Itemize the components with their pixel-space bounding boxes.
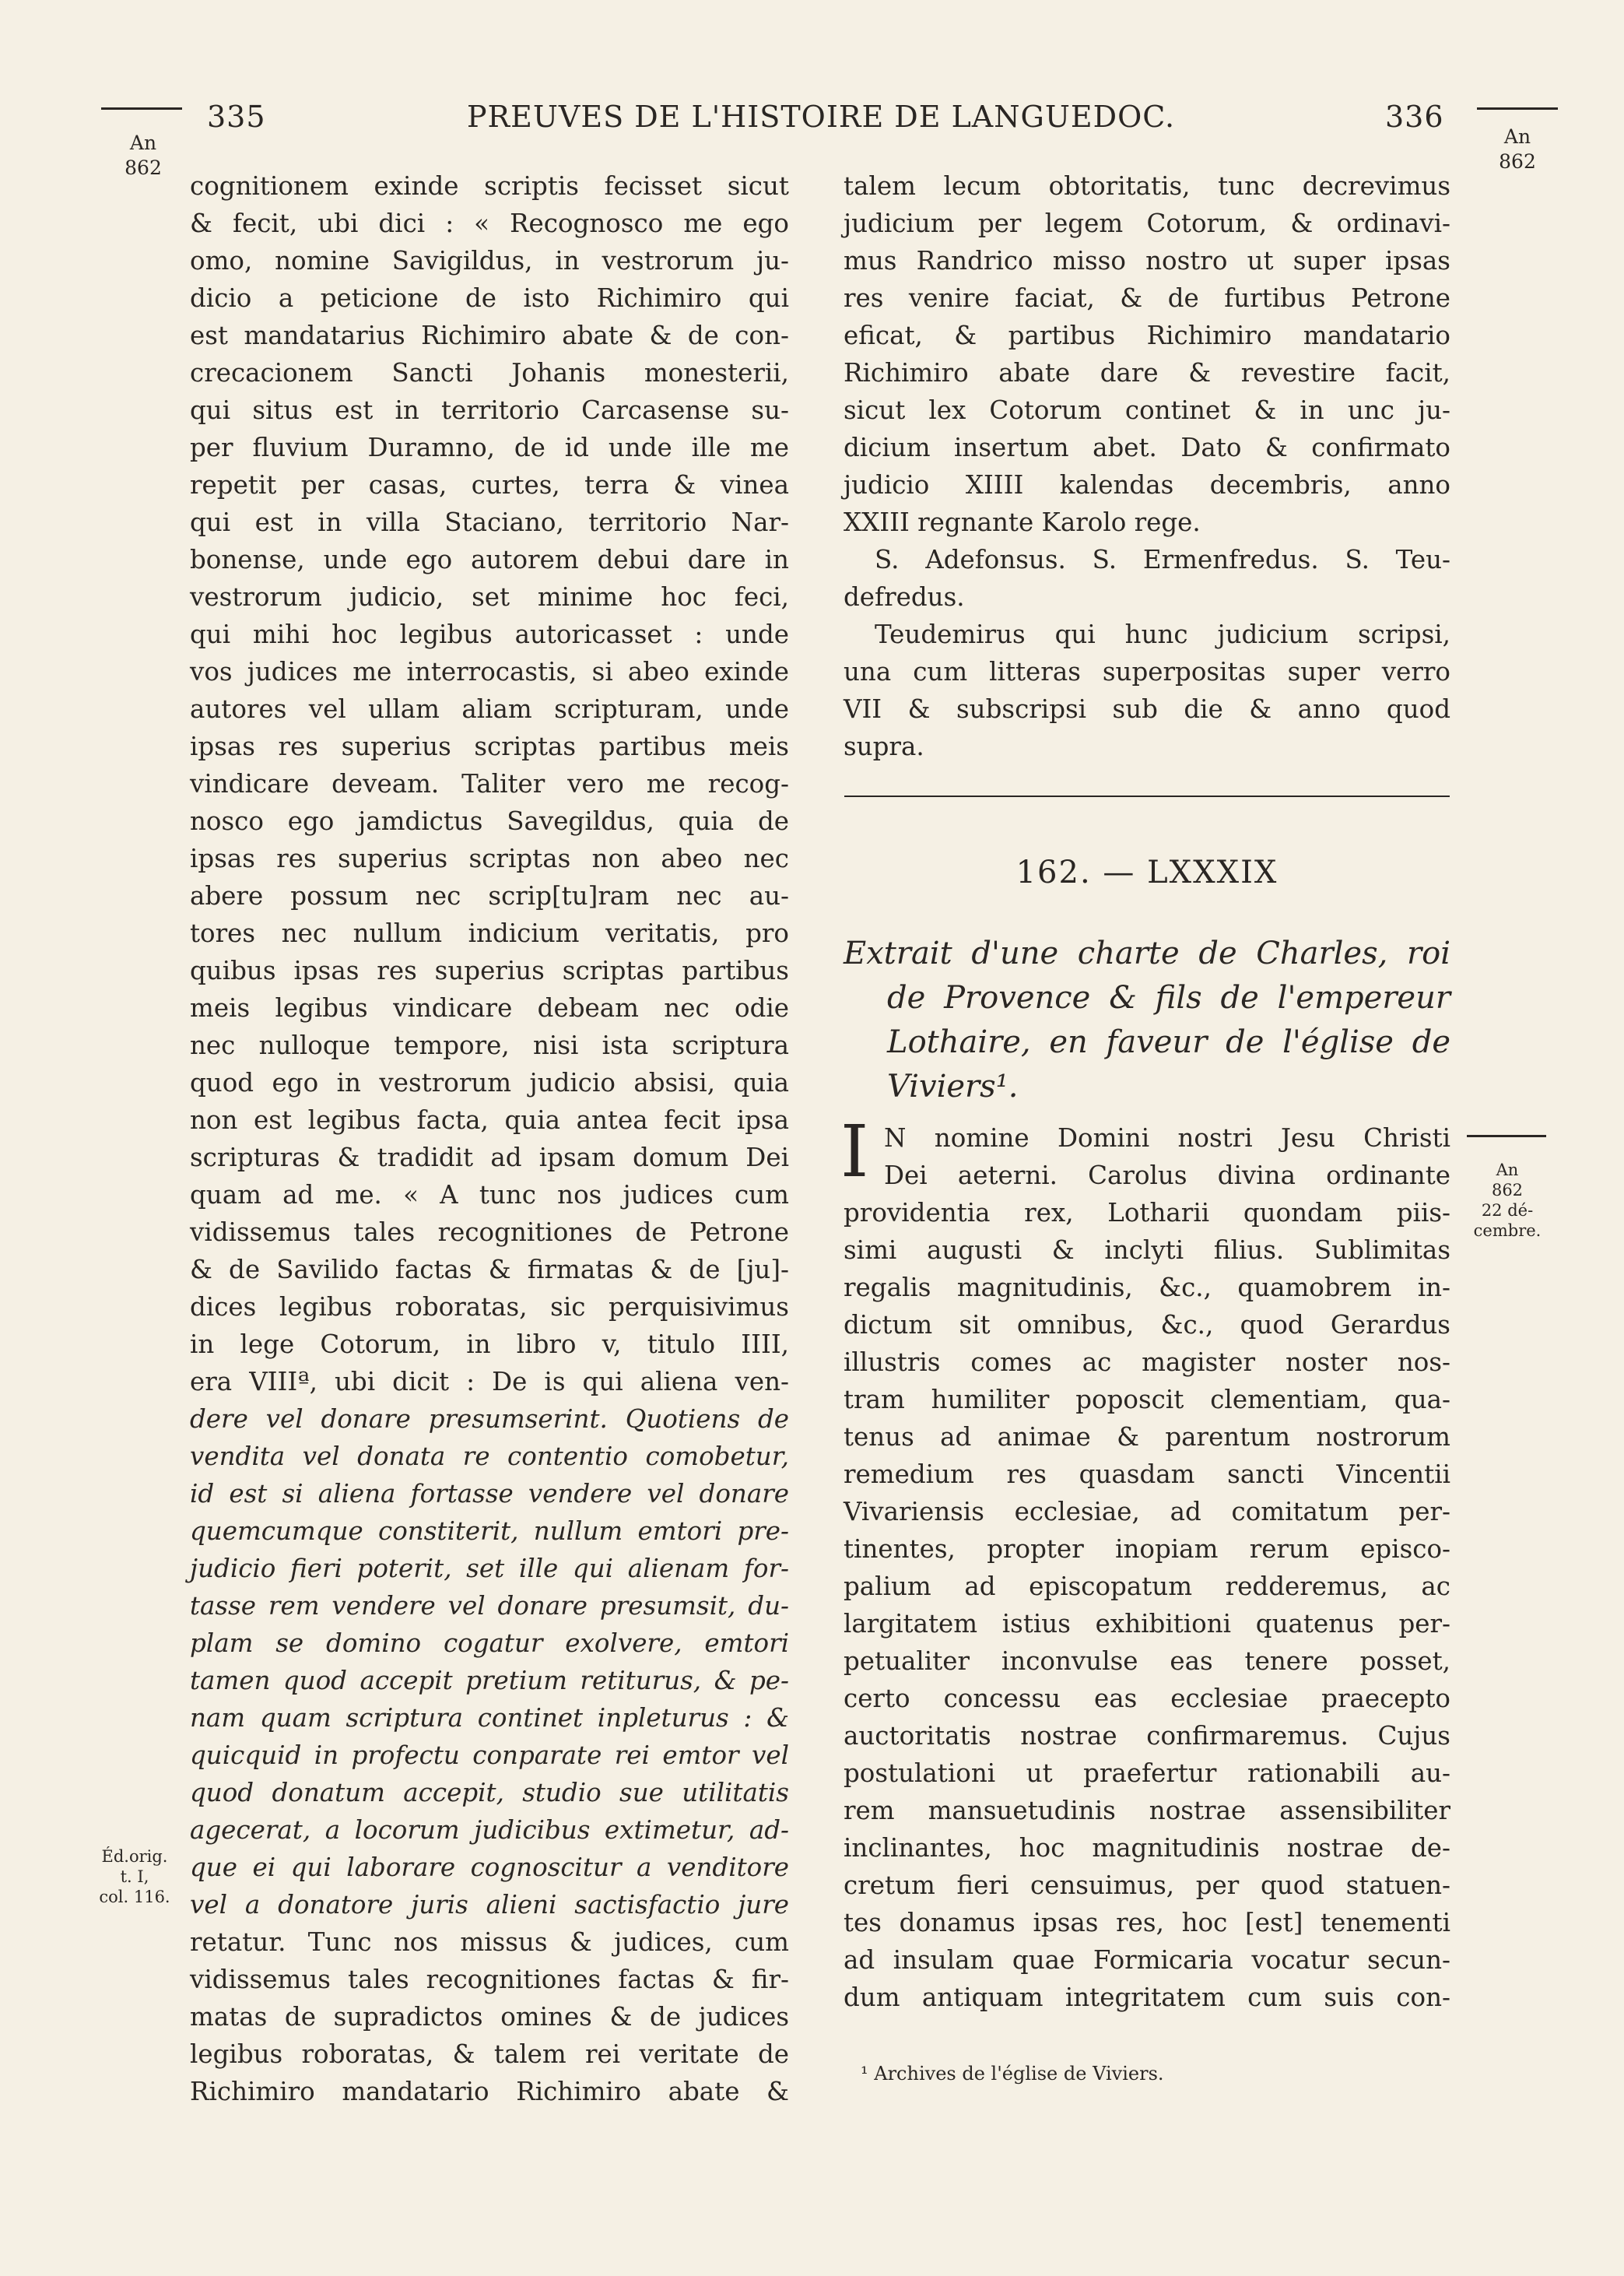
text-line: crecacionem Sancti Johanis monesterii, (190, 358, 789, 388)
text-line: postulationi ut praefertur rationabili au- (844, 1758, 1450, 1788)
header-rule-left (101, 107, 182, 110)
text-line: simi augusti & inclyti filius. Sublimitas (844, 1235, 1450, 1265)
left-column (190, 167, 789, 2110)
text-line: autores vel ullam aliam scripturam, unde (190, 694, 789, 724)
text-line: vendita vel donata re contentio comobetur, (190, 1442, 789, 1471)
text-line: agecerat, a locorum judicibus extimetur, ad- (190, 1815, 789, 1845)
text-line: retatur. Tunc nos missus & judices, cum (190, 1927, 789, 1957)
text-line: dicio a peticione de isto Richimiro qui (190, 283, 789, 313)
text-line: non est legibus facta, quia antea fecit ipsa (190, 1105, 789, 1135)
text-line: que ei qui laborare cognoscitur a venditore (190, 1853, 789, 1882)
text-line: Richimiro mandatario Richimiro abate & (190, 2077, 789, 2106)
text-line: quicquid in profectu conparate rei emtor vel (190, 1740, 789, 1770)
text-line: largitatem istius exhibitioni quatenus per- (844, 1609, 1450, 1639)
text-line: regalis magnitudinis, &c., quamobrem in- (844, 1273, 1450, 1302)
text-line: dum antiquam integritatem cum suis con- (844, 1983, 1450, 2012)
text-line: sicut lex Cotorum continet & in unc ju- (844, 395, 1450, 425)
text-line: cognitionem exinde scriptis fecisset sicut (190, 171, 789, 201)
document-number: 162. — LXXXIX (1015, 855, 1279, 890)
text-line: plam se domino cogatur exolvere, emtori (190, 1628, 789, 1658)
text-line: Vivariensis ecclesiae, ad comitatum per- (844, 1497, 1450, 1526)
text-line: providentia rex, Lotharii quondam piis- (844, 1198, 1450, 1228)
charter-text (844, 1119, 1450, 2016)
text-line: N nomine Domini nostri Jesu Christi (884, 1123, 1450, 1153)
drop-cap: I (840, 1110, 869, 1193)
scribe-line: una cum litteras superpositas super verro (844, 657, 1450, 687)
text-line: vindicare deveam. Taliter vero me recog- (190, 769, 789, 799)
text-line: per fluvium Duramno, de id unde ille me (190, 433, 789, 462)
text-line: dere vel donare presumserint. Quotiens de (190, 1404, 789, 1434)
text-line: bonense, unde ego autorem debui dare in (190, 545, 789, 574)
signature-line: S. Adefonsus. S. Ermenfredus. S. Teu- (875, 545, 1450, 574)
text-line: XXIII regnante Karolo rege. (844, 508, 1201, 537)
text-line: Richimiro abate dare & revestire facit, (844, 358, 1450, 388)
text-line: auctoritatis nostrae confirmaremus. Cujus (844, 1721, 1450, 1751)
section-divider (844, 796, 1450, 797)
scribe-line: supra. (844, 732, 924, 761)
text-line: quod donatum accepit, studio sue utilitatis (190, 1778, 789, 1807)
text-line: remedium res quasdam sancti Vincentii (844, 1459, 1450, 1489)
text-line: illustris comes ac magister noster nos- (844, 1347, 1450, 1377)
text-line: tasse rem vendere vel donare presumsit, du- (190, 1591, 789, 1621)
text-line: cretum fieri censuimus, per quod statuen- (844, 1870, 1450, 1900)
text-line: tores nec nullum indicium veritatis, pro (190, 918, 789, 948)
text-line: tram humiliter poposcit clementiam, qua- (844, 1385, 1450, 1414)
page-number-right: 336 (1385, 100, 1444, 134)
text-line: rem mansuetudinis nostrae assensibiliter (844, 1796, 1450, 1825)
text-line: in lege Cotorum, in libro v, titulo IIII, (190, 1329, 789, 1359)
text-line: est mandatarius Richimiro abate & de con- (190, 321, 789, 350)
text-line: ipsas res superius scriptas non abeo nec (190, 844, 789, 873)
text-line: quibus ipsas res superius scriptas partibus (190, 956, 789, 985)
text-line: tamen quod accepit pretium retiturus, & pe- (190, 1666, 789, 1695)
scribe-line: Teudemirus qui hunc judicium scripsi, (875, 620, 1450, 649)
text-line: mus Randrico misso nostro ut super ipsas (844, 246, 1450, 276)
text-line: quam ad me. « A tunc nos judices cum (190, 1180, 789, 1210)
text-line: talem lecum obtoritatis, tunc decrevimus (844, 171, 1450, 201)
text-line: omo, nomine Savigildus, in vestrorum ju- (190, 246, 789, 276)
text-line: ipsas res superius scriptas partibus meis (190, 732, 789, 761)
text-line: tinentes, propter inopiam rerum episco- (844, 1534, 1450, 1564)
running-title: PREUVES DE L'HISTOIRE DE LANGUEDOC. (466, 100, 1176, 134)
text-line: judicio XIIII kalendas decembris, anno (844, 470, 1450, 500)
page-number-left: 335 (207, 100, 266, 134)
text-line: nec nulloque tempore, nisi ista scriptura (190, 1031, 789, 1060)
text-line: quemcumque constiterit, nullum emtori pre- (190, 1516, 789, 1546)
scribe-line: VII & subscripsi sub die & anno quod (844, 694, 1450, 724)
text-line: tenus ad animae & parentum nostrorum (844, 1422, 1450, 1452)
text-line: vestrorum judicio, set minime hoc feci, (190, 582, 789, 612)
text-line: id est si aliena fortasse vendere vel donare (190, 1479, 789, 1509)
text-line: qui est in villa Staciano, territorio Nar- (190, 508, 789, 537)
text-line: certo concessu eas ecclesiae praecepto (844, 1684, 1450, 1713)
text-line: repetit per casas, curtes, terra & vinea (190, 470, 789, 500)
text-line: quod ego in vestrorum judicio absisi, quia (190, 1068, 789, 1098)
text-line: dicium insertum abet. Dato & confirmato (844, 433, 1450, 462)
text-line: Dei aeterni. Carolus divina ordinante (884, 1161, 1450, 1190)
margin-year-left: An 862 (125, 132, 162, 179)
text-line: abere possum nec scrip[tu]ram nec au- (190, 881, 789, 911)
footnote: ¹ Archives de l'église de Viviers. (861, 2063, 1164, 2085)
text-line: vidissemus tales recognitiones de Petrone (190, 1217, 789, 1247)
margin-ed-orig: Éd.orig. t. I, col. 116. (99, 1847, 170, 1906)
document-title: Extrait d'une charte de Charles, roi de Provence & fils de l'empereur Lothaire, en faveur de l'église de Viviers¹. (844, 936, 1450, 1105)
margin-year-right: An 862 (1499, 125, 1536, 173)
text-line: dices legibus roboratas, sic perquisivimus (190, 1292, 789, 1322)
text-line: vos judices me interrocastis, si abeo exinde (190, 657, 789, 687)
text-line: matas de supradictos omines & de judices (190, 2002, 789, 2032)
signature-line: defredus. (844, 582, 965, 612)
text-line: scripturas & tradidit ad ipsam domum Dei (190, 1143, 789, 1172)
text-line: res venire faciat, & de furtibus Petrone (844, 283, 1450, 313)
text-line: petualiter inconvulse eas tenere posset, (844, 1646, 1450, 1676)
text-line: nam quam scriptura continet inpleturus : & (190, 1703, 789, 1733)
text-line: qui mihi hoc legibus autoricasset : unde (190, 620, 789, 649)
text-line: vel a donatore juris alieni sactisfactio jure (190, 1890, 789, 1919)
text-line: ad insulam quae Formicaria vocatur secun- (844, 1945, 1450, 1975)
text-line: qui situs est in territorio Carcasense su- (190, 395, 789, 425)
text-line: meis legibus vindicare debeam nec odie (190, 993, 789, 1023)
text-line: legibus roboratas, & talem rei veritate de (190, 2039, 789, 2069)
text-line: palium ad episcopatum redderemus, ac (844, 1572, 1450, 1601)
margin-date-rule (1467, 1135, 1546, 1137)
text-line: dictum sit omnibus, &c., quod Gerardus (844, 1310, 1450, 1340)
text-line: & de Savilido factas & firmatas & de [ju]- (190, 1255, 789, 1284)
text-line: era VIIIª, ubi dicit : De is qui aliena ven- (190, 1367, 789, 1396)
text-line: tes donamus ipsas res, hoc [est] tenementi (844, 1908, 1450, 1937)
right-column-top (844, 167, 1450, 765)
header-rule-right (1477, 107, 1558, 110)
text-line: nosco ego jamdictus Savegildus, quia de (190, 806, 789, 836)
text-line: vidissemus tales recognitiones factas & fir- (190, 1965, 789, 1994)
text-line: & fecit, ubi dici : « Recognosco me ego (190, 209, 789, 238)
text-line: judicium per legem Cotorum, & ordinavi- (844, 209, 1450, 238)
text-line: judicio fieri poterit, set ille qui alienam for- (190, 1554, 789, 1583)
text-line: inclinantes, hoc magnitudinis nostrae de- (844, 1833, 1450, 1863)
margin-date-right: An 862 22 dé- cembre. (1473, 1161, 1542, 1240)
text-line: eficat, & partibus Richimiro mandatario (844, 321, 1450, 350)
